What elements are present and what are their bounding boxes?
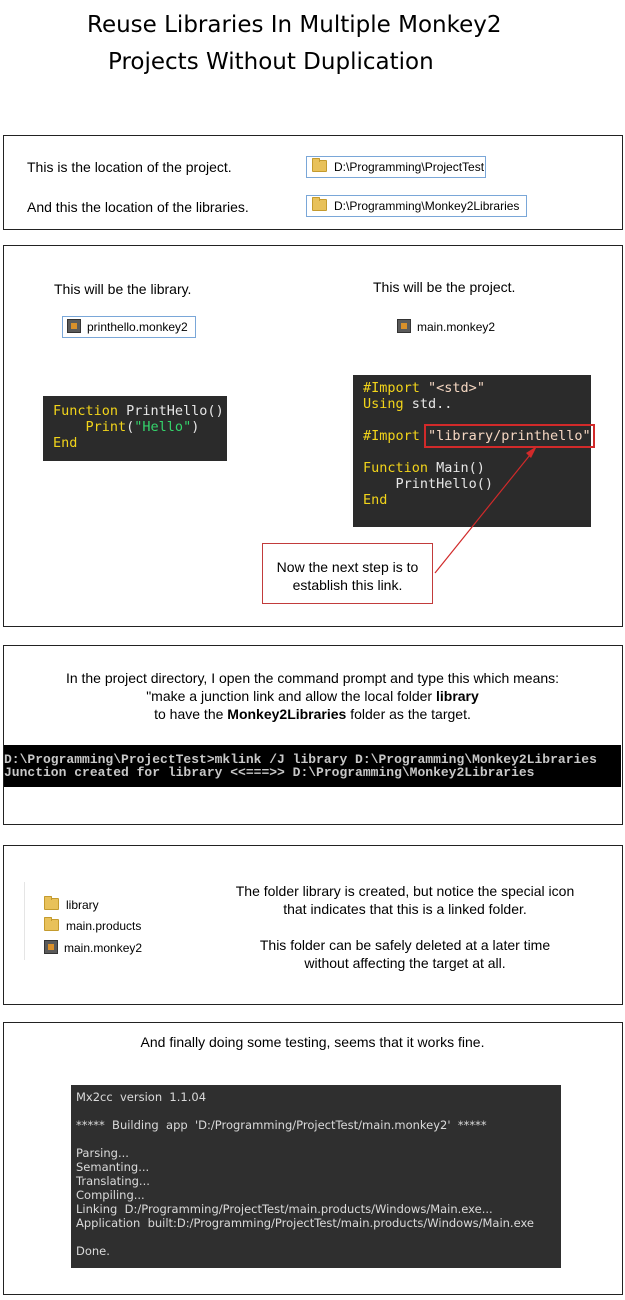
output-line: Parsing... <box>76 1146 129 1160</box>
project-path-value: D:\Programming\ProjectTest <box>334 160 485 174</box>
explanation-text <box>0 669 625 723</box>
output-line: Compiling... <box>76 1188 145 1202</box>
testing-caption: And finally doing some testing, seems that it works fine. <box>140 1034 485 1050</box>
code-line: Print("Hello") <box>85 419 200 435</box>
library-file-name: printhello.monkey2 <box>87 320 188 334</box>
code-line: Function Main() <box>363 460 485 476</box>
output-line: Semanting... <box>76 1160 150 1174</box>
title-line-2: Projects Without Duplication <box>108 49 434 75</box>
output-line: Mx2cc version 1.1.04 <box>76 1090 207 1104</box>
command-prompt-output <box>4 745 621 787</box>
folder-text-line: This folder can be safely deleted at a later time <box>259 937 551 953</box>
code-line: Function PrintHello() <box>53 403 224 419</box>
explorer-list <box>24 882 26 960</box>
output-line: ***** Building app 'D:/Programming/ProjectTest/main.monkey2' ***** <box>76 1118 487 1132</box>
callout-text: Now the next step is to establish this link. <box>276 559 419 593</box>
code-line: Using std.. <box>363 396 453 412</box>
cmd-line: Junction created for library <<===>> D:\Programming\Monkey2Libraries <box>4 765 535 780</box>
code-line: End <box>53 435 78 451</box>
title-line-1: Reuse Libraries In Multiple Monkey2 <box>87 12 502 38</box>
code-line: #Import "<std>" <box>363 380 485 396</box>
build-output-console <box>71 1085 561 1268</box>
explanation-line-3: to have the Monkey2Libraries folder as the target. <box>154 706 471 722</box>
folder-explanation <box>195 882 615 972</box>
cmd-line: D:\Programming\ProjectTest>mklink /J library D:\Programming\Monkey2Libraries <box>4 752 597 767</box>
library-caption: This will be the library. <box>54 281 192 297</box>
libraries-location-text: And this the location of the libraries. <box>27 199 249 215</box>
project-file-name: main.monkey2 <box>417 320 496 334</box>
project-caption: This will be the project. <box>373 279 516 295</box>
folder-text-line: that indicates that this is a linked folder. <box>283 901 527 917</box>
callout-box <box>262 543 433 604</box>
code-line: End <box>363 492 388 508</box>
explorer-item-label: main.products <box>66 919 142 933</box>
explorer-item-main-products[interactable] <box>44 919 141 933</box>
explorer-item-library[interactable] <box>44 898 99 912</box>
folder-icon <box>44 919 59 931</box>
explorer-item-label: main.monkey2 <box>64 941 143 955</box>
monkey2-file-icon <box>44 940 58 954</box>
output-line: Translating... <box>76 1174 150 1188</box>
folder-text-line: The folder library is created, but notice the special icon <box>235 883 575 899</box>
output-line: Linking D:/Programming/ProjectTest/main.products/Windows/Main.exe... <box>76 1202 493 1216</box>
linked-folder-icon <box>44 898 59 910</box>
explanation-line-2: "make a junction link and allow the local folder library <box>146 688 479 704</box>
code-line: PrintHello() <box>395 476 494 492</box>
output-line: Done. <box>76 1244 110 1258</box>
output-line: Application built:D:/Programming/ProjectTest/main.products/Windows/Main.exe <box>76 1216 534 1230</box>
libraries-path-value: D:\Programming\Monkey2Libraries <box>334 199 520 213</box>
folder-text-line: without affecting the target at all. <box>304 955 506 971</box>
explanation-line-1: In the project directory, I open the command prompt and type this which means: <box>65 670 560 686</box>
project-location-text: This is the location of the project. <box>27 159 232 175</box>
explorer-item-label: library <box>66 898 99 912</box>
import-highlight: "library/printhello" <box>428 428 591 444</box>
code-line: #Import "library/printhello" <box>363 428 591 444</box>
explorer-item-main-monkey2[interactable] <box>44 940 142 955</box>
